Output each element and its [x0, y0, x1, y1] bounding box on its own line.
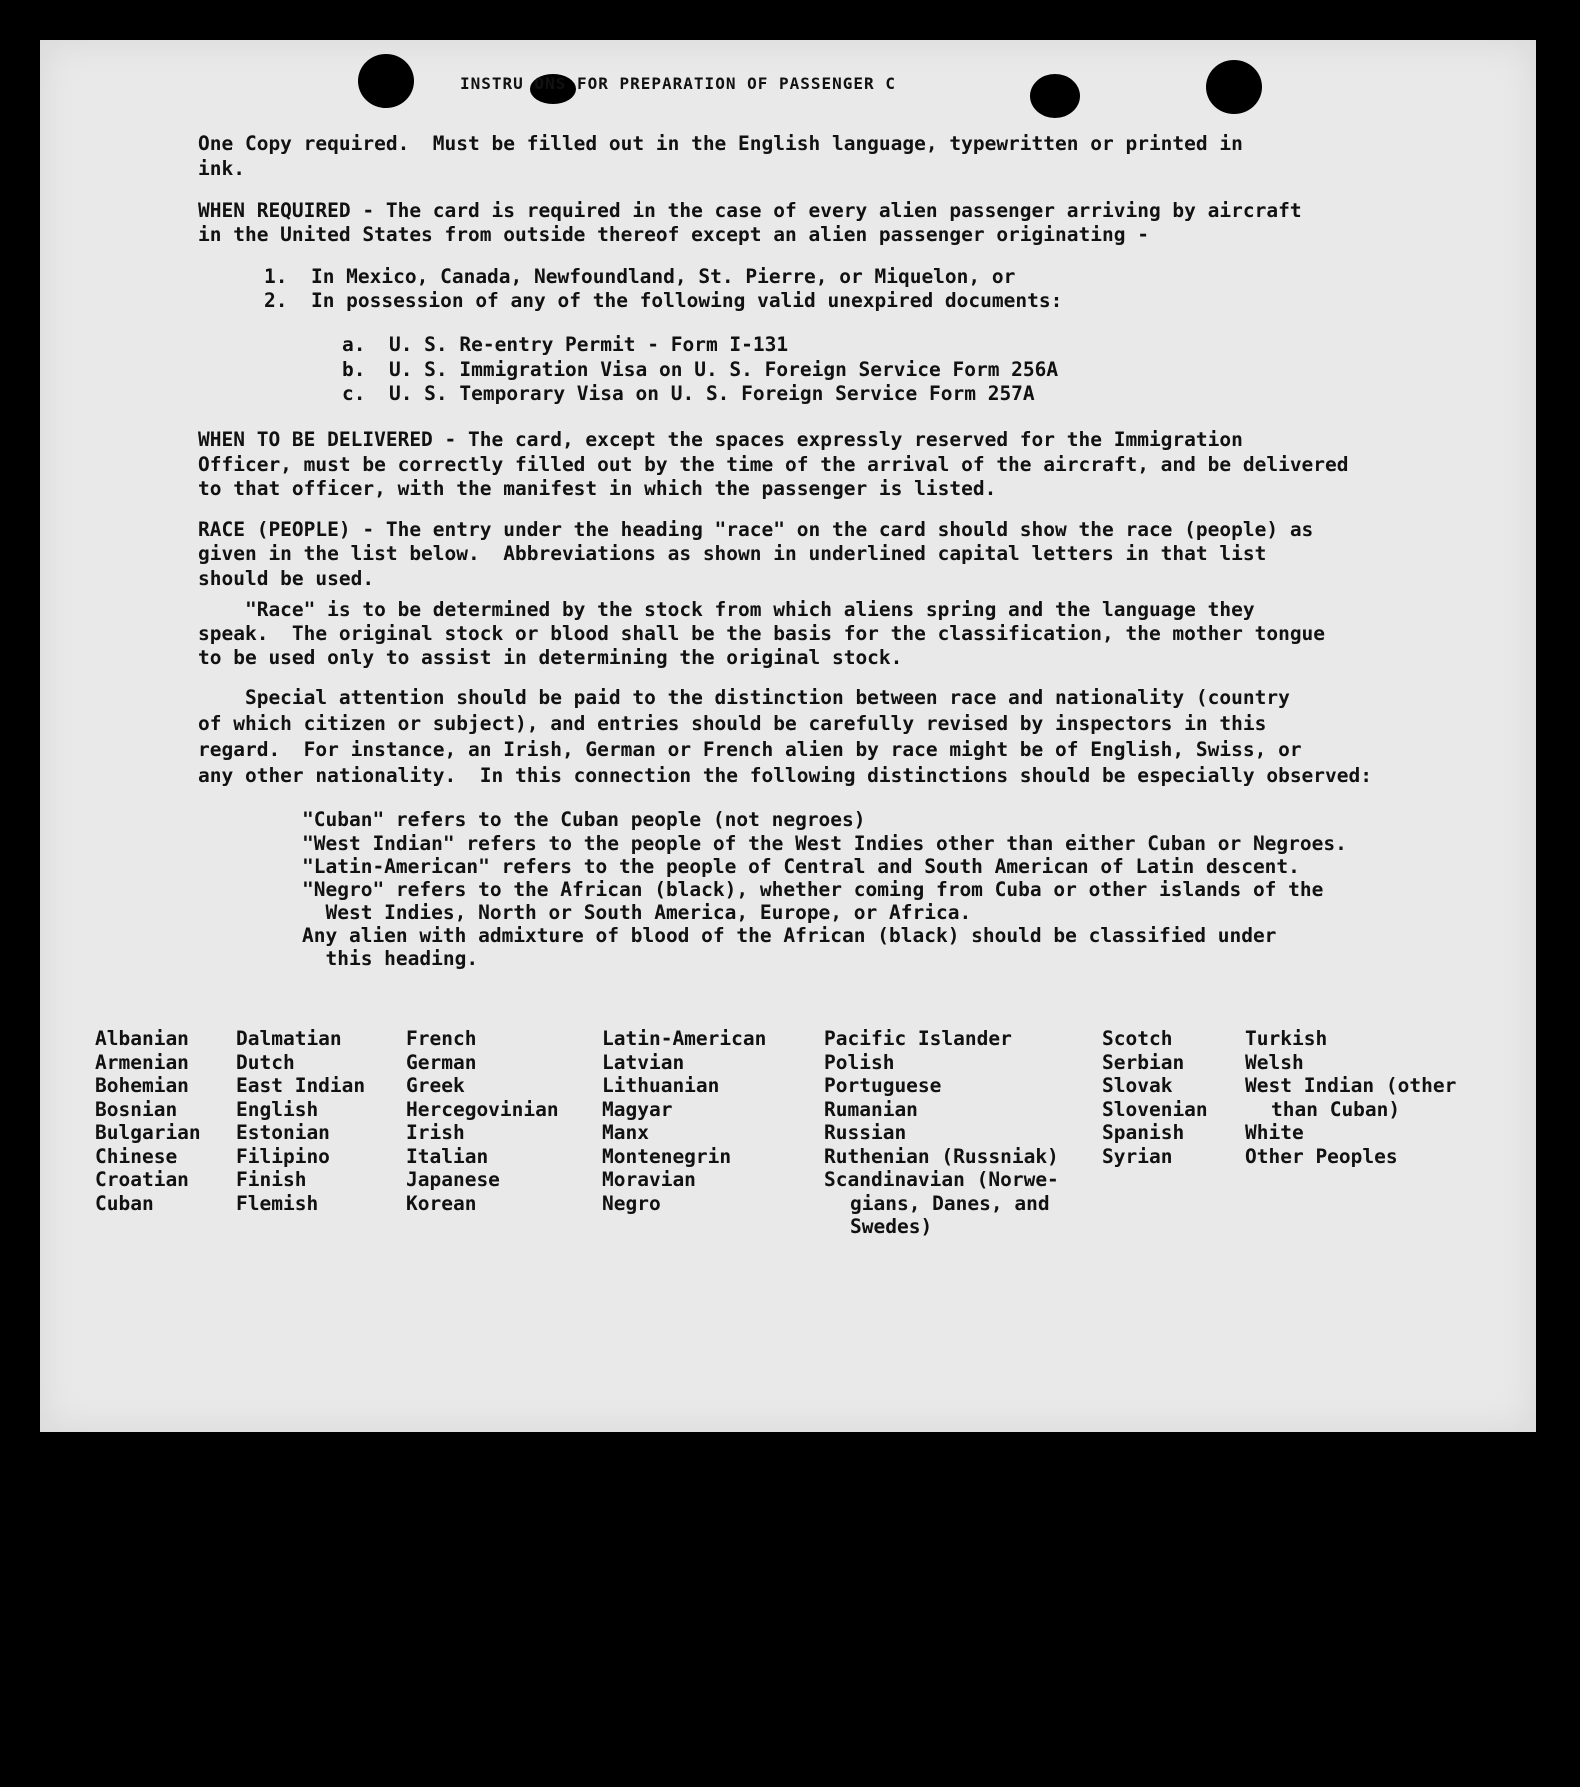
document-item-a: a. U. S. Re-entry Permit - Form I-131	[342, 333, 789, 356]
special-line-3: regard. For instance, an Irish, German or French alien by race might be of English, Swiss, or	[198, 738, 1302, 761]
when-delivered-line-3: to that officer, with the manifest in which the passenger is listed.	[198, 477, 997, 500]
race-entry: Bulgarian	[95, 1121, 201, 1144]
race-entry: Hercegovinian	[406, 1097, 559, 1121]
numbered-item-2: 2. In possession of any of the following valid unexpired documents:	[264, 289, 1063, 312]
race-definition-line-3: to be used only to assist in determining the original stock.	[198, 646, 903, 669]
when-required-line-1: WHEN REQUIRED - The card is required in the case of every alien passenger arriving by aircraft	[198, 199, 1302, 222]
race-entry: Flemish	[236, 1191, 319, 1215]
intro-line-1: One Copy required. Must be filled out in the English language, typewritten or printed in	[198, 132, 1243, 155]
race-definition-line-1: "Race" is to be determined by the stock from which aliens spring and the language they	[198, 598, 1255, 621]
race-definition-line-2: speak. The original stock or blood shall be the basis for the classification, the mother tongue	[198, 622, 1326, 645]
race-entry: Welsh	[1245, 1050, 1304, 1074]
race-line-3: should be used.	[198, 567, 375, 590]
numbered-item-1: 1. In Mexico, Canada, Newfoundland, St. Pierre, or Miquelon, or	[264, 265, 1016, 288]
document-item-b: b. U. S. Immigration Visa on U. S. Foreign Service Form 256A	[342, 358, 1059, 381]
race-list-column-3	[406, 1027, 559, 1215]
race-entry: Scotch	[1102, 1027, 1173, 1050]
punch-hole-right-2	[1206, 60, 1262, 114]
race-entry: Slovak	[1102, 1074, 1173, 1097]
race-entry: Chinese	[95, 1144, 178, 1168]
race-entry: Ruthenian (Russniak)	[824, 1144, 1059, 1168]
when-required-line-2: in the United States from outside thereof except an alien passenger originating -	[198, 223, 1149, 246]
race-entry: Turkish	[1245, 1027, 1328, 1050]
race-entry: Armenian	[95, 1050, 189, 1074]
race-entry: Finish	[236, 1168, 307, 1191]
race-line-1: RACE (PEOPLE) - The entry under the heading "race" on the card should show the race (people) as	[198, 518, 1314, 541]
distinction-line-2: "West Indian" refers to the people of the West Indies other than either Cuban or Negroes.	[302, 832, 1347, 855]
race-entry: Albanian	[95, 1027, 189, 1050]
race-entry: Syrian	[1102, 1144, 1173, 1168]
race-entry: Russian	[824, 1121, 907, 1144]
race-entry: Dalmatian	[236, 1027, 342, 1050]
race-entry: Pacific Islander	[824, 1027, 1012, 1050]
special-line-1: Special attention should be paid to the distinction between race and nationality (country	[198, 686, 1290, 709]
intro-line-2: ink.	[198, 157, 245, 180]
distinction-line-3: "Latin-American" refers to the people of Central and South American of Latin descent.	[302, 855, 1300, 878]
race-entry: Latvian	[602, 1050, 685, 1074]
race-entry: Estonian	[236, 1121, 330, 1144]
race-entry: Cuban	[95, 1191, 154, 1215]
race-entry: Lithuanian	[602, 1074, 720, 1097]
race-entry: Korean	[406, 1191, 477, 1215]
race-entry: Greek	[406, 1074, 465, 1097]
special-line-4: any other nationality. In this connection the following distinctions should be especially observed:	[198, 764, 1372, 787]
race-entry: Negro	[602, 1191, 661, 1215]
when-delivered-line-1: WHEN TO BE DELIVERED - The card, except the spaces expressly reserved for the Immigration	[198, 428, 1243, 451]
race-entry: Slovenian	[1102, 1097, 1208, 1121]
race-entry: Dutch	[236, 1050, 295, 1074]
race-entry: Manx	[602, 1121, 649, 1144]
race-entry: White	[1245, 1121, 1304, 1144]
race-entry: West Indian (other	[1245, 1074, 1457, 1097]
race-list-column-6	[1102, 1027, 1208, 1168]
race-entry: Japanese	[406, 1168, 500, 1191]
race-list-column-5	[824, 1027, 1059, 1239]
special-line-2: of which citizen or subject), and entries should be carefully revised by inspectors in this	[198, 712, 1267, 735]
document-page	[40, 40, 1536, 1432]
race-entry: Rumanian	[824, 1097, 918, 1121]
race-entry: Croatian	[95, 1168, 189, 1191]
distinction-line-4: "Negro" refers to the African (black), whether coming from Cuba or other islands of the	[302, 878, 1324, 901]
race-entry: Montenegrin	[602, 1144, 732, 1168]
punch-hole-right-1	[1030, 74, 1080, 118]
race-entry: Other Peoples	[1245, 1144, 1398, 1168]
distinction-line-7: this heading.	[302, 947, 479, 970]
race-entry: Serbian	[1102, 1050, 1185, 1074]
distinction-line-1: "Cuban" refers to the Cuban people (not negroes)	[302, 808, 866, 831]
race-entry: English	[236, 1097, 319, 1121]
race-entry: Latin-American	[602, 1027, 767, 1050]
race-entry: Spanish	[1102, 1121, 1185, 1144]
race-entry: Portuguese	[824, 1074, 942, 1097]
race-entry: than Cuban)	[1271, 1097, 1401, 1121]
race-entry: Bosnian	[95, 1097, 178, 1121]
race-entry: East Indian	[236, 1074, 366, 1097]
race-line-2: given in the list below. Abbreviations as shown in underlined capital letters in that list	[198, 542, 1267, 565]
race-list-column-4	[602, 1027, 766, 1215]
race-entry: French	[406, 1027, 477, 1050]
race-entry: Scandinavian (Norwe-	[824, 1168, 1059, 1191]
race-entry: Irish	[406, 1121, 465, 1144]
race-entry: Filipino	[236, 1144, 330, 1168]
race-entry: Bohemian	[95, 1074, 189, 1097]
when-delivered-line-2: Officer, must be correctly filled out by the time of the arrival of the aircraft, and be delivered	[198, 453, 1349, 476]
document-item-c: c. U. S. Temporary Visa on U. S. Foreign Service Form 257A	[342, 382, 1035, 405]
race-entry: Magyar	[602, 1097, 673, 1121]
race-entry: Italian	[406, 1144, 489, 1168]
race-entry: German	[406, 1050, 477, 1074]
race-entry: Swedes)	[850, 1215, 933, 1238]
distinction-line-6: Any alien with admixture of blood of the African (black) should be classified under	[302, 924, 1277, 947]
page-title: INSTRU ONS FOR PREPARATION OF PASSENGER C	[460, 74, 896, 93]
race-list-column-2	[236, 1027, 365, 1215]
race-entry: Moravian	[602, 1168, 696, 1191]
race-entry: Polish	[824, 1050, 895, 1074]
punch-hole-left	[358, 54, 414, 108]
race-list-column-7	[1245, 1027, 1456, 1168]
distinction-line-5: West Indies, North or South America, Europe, or Africa.	[302, 901, 972, 924]
race-entry: gians, Danes, and	[850, 1191, 1050, 1215]
race-list-column-1	[95, 1027, 201, 1215]
